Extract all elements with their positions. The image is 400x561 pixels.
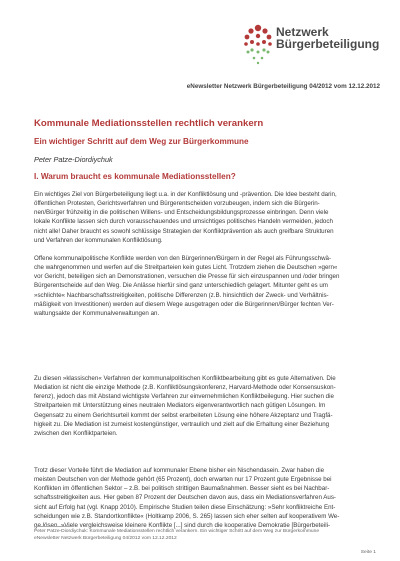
text-line: ge lösen. »Viele vergleichsweise kleinere Konflikte [...] sind durch die kooperative Demokratie [Bürgerbeteili- xyxy=(34,521,331,529)
network-logo-icon xyxy=(240,22,276,68)
logo-dot xyxy=(255,25,261,31)
logo-dot xyxy=(244,42,248,46)
text-line: che wahrgenommen und werfen auf die Streitparteien kein gutes Licht. Trotzdem ziehen die Deutschen »gern« xyxy=(34,264,338,272)
footer-rule xyxy=(34,526,74,527)
logo-dot xyxy=(257,51,260,54)
text-line: »schlichte« Nachbarschaftsstreitigkeiten, politische Differenzen (z.B. hinsichtlich der Zweck- und Verhältnis- xyxy=(34,291,329,299)
logo-dot xyxy=(262,40,266,44)
logo-dot xyxy=(262,28,267,33)
section-heading: I. Warum braucht es kommunale Mediationsstellen? xyxy=(34,172,236,181)
logo-dot xyxy=(262,48,265,51)
logo-line-2: Bürgerbeteiligung xyxy=(276,37,380,51)
article-title: Kommunale Mediationsstellen rechtlich verankern xyxy=(34,118,264,129)
text-line: waltungsakte der Kommunalverwaltungen an. xyxy=(34,309,160,317)
paragraph-1 xyxy=(34,190,370,245)
text-line: meisten Deutschen von der Methode gehört (65 Prozent), doch erwarten nur 17 Prozent gute Ergebnisse bei xyxy=(34,476,332,484)
logo-dot xyxy=(256,42,260,46)
text-line: Gegensatz zu einem Gerichtsurteil kommt der selbst erarbeiteten Lösung eine höhere Akzeptanz und Tragfä- xyxy=(34,411,333,419)
logo-dot xyxy=(247,51,250,54)
logo xyxy=(240,22,380,68)
text-line: öffentlichen Protesten, Gerichtsverfahren und Bürgerentscheiden vorzubeugen, indem sich die Bürgerin- xyxy=(34,200,320,208)
paragraph-4 xyxy=(34,466,370,530)
newsletter-issue-line: eNewsletter Netzwerk Bürgerbeteiligung 04/2012 vom 12.12.2012 xyxy=(186,83,380,90)
text-line: Offene kommunalpolitische Konflikte werden von den Bürgerinnen/Bürgern in der Regel als Führungsschwä- xyxy=(34,255,332,262)
logo-line-1: Netzwerk xyxy=(276,25,329,39)
article-subtitle: Ein wichtiger Schritt auf dem Weg zur Bürgerkommune xyxy=(34,137,249,146)
logo-dot xyxy=(268,42,272,46)
logo-dot xyxy=(261,57,264,60)
text-line: Bürgerentscheide auf den Weg. Die Anlässe hierfür sind ganz unterschiedlich gelagert. Mitunter geht es um xyxy=(34,282,328,290)
article-author: Peter Patze-Diordiychuk xyxy=(34,155,113,164)
logo-dot xyxy=(250,48,253,51)
paragraph-2 xyxy=(34,254,370,318)
page-number: Seite 1 xyxy=(360,550,376,555)
text-line: Zu diesen »klassischen« Verfahren der kommunalpolitischen Konfliktbearbeitung gibt es gute Alternativen. Die xyxy=(34,375,336,382)
text-line: Trotz dieser Vorteile führt die Mediation auf kommunaler Ebene bisher ein Nischendasein. Zwar haben die xyxy=(34,467,325,474)
logo-dot xyxy=(256,34,260,38)
text-line: Ein wichtiges Ziel von Bürgerbeteiligung liegt u.a. in der Konfliktlösung und -prävention. Die Idee besteht darin, xyxy=(34,191,337,198)
text-line: scheidungen wie z.B. Standortkonflikte« (Holtkamp 2006, S. 265) lassen sich eher selten auf kooperativem We- xyxy=(34,512,340,520)
text-line: schaftsstreitigkeiten aus. Hier geben 87 Prozent der Deutschen davon aus, dass ein Mediationsverfahren Aus- xyxy=(34,494,336,502)
text-line: mäßigkeit von Investitionen) werden auf diesem Wege ausgetragen oder die Bürgerinnen/Bürger fechten Ver- xyxy=(34,300,334,308)
footer-citation xyxy=(34,528,319,542)
text-line: sicht auf Erfolg hat (vgl. Knapp 2010). Empirische Studien teilen diese Einschätzung: »Sehr konfliktreiche Ent- xyxy=(34,503,336,511)
logo-text xyxy=(276,26,379,50)
text-line: ferenz), jedoch das mit Abstand wichtigste Verfahren zur einvernehmlichen Konfliktbeilegung. Hier suchen die xyxy=(34,393,334,401)
logo-dot xyxy=(253,57,256,60)
text-line: Mediation ist nicht die einzige Methode (z.B. Konfliktlösungskonferenz, Harvard-Methode oder Konsensuskon- xyxy=(34,384,336,392)
text-line: vor Gericht, beteiligen sich an Demonstrationen, versuchen die Presse für sich einzuspannen und /oder bringen xyxy=(34,273,340,281)
text-line: Streitparteien mit Unterstützung eines neutralen Mediators eigenverantwortlich nach gütigen Lösungen. Im xyxy=(34,402,326,410)
text-line: lokale Konflikte lassen sich durch vorausschauendes und umsichtiges politisches Handeln vermeiden, jedoch xyxy=(34,218,333,226)
logo-dot xyxy=(267,35,272,40)
logo-dot xyxy=(267,51,270,54)
footer-line-2: eNewsletter Netzwerk Bürgerbeteiligung 04/2012 vom 12.12.2012 xyxy=(34,536,177,541)
logo-dot xyxy=(245,35,250,40)
logo-dot xyxy=(250,40,254,44)
footer-line-1: Peter Patze-Diordiychuk: Kommunale Mediationsstellen rechtlich verankern. Ein wichtiger Schritt auf dem Weg zur Bürgerkommune xyxy=(34,529,320,534)
paragraph-3 xyxy=(34,374,370,438)
text-line: Konflikten im öffentlichen Sektor – z.B. bei politisch strittigen Baumaßnahmen. Besser sieht es bei Nachbar- xyxy=(34,485,330,493)
text-line: nen/Bürger frühzeitig in die politischen Willens- und Entscheidungsbildungsprozesse einbringen. Denn viele xyxy=(34,209,329,217)
text-line: nicht alle! Daher braucht es sowohl schlüssige Strategien der Konfliktprävention als auch greifbare Strukturen xyxy=(34,227,334,235)
text-line: higkeit zu. Die Mediation ist zumeist kostengünstiger, vertraulich und zielt auf die Erhaltung einer Beziehung xyxy=(34,420,330,428)
text-line: zwischen den Konfliktparteien. xyxy=(34,429,118,437)
logo-dot xyxy=(248,28,253,33)
text-line: und Verfahren der kommunalen Konfliktlösung. xyxy=(34,236,163,244)
logo-dot xyxy=(257,62,259,64)
